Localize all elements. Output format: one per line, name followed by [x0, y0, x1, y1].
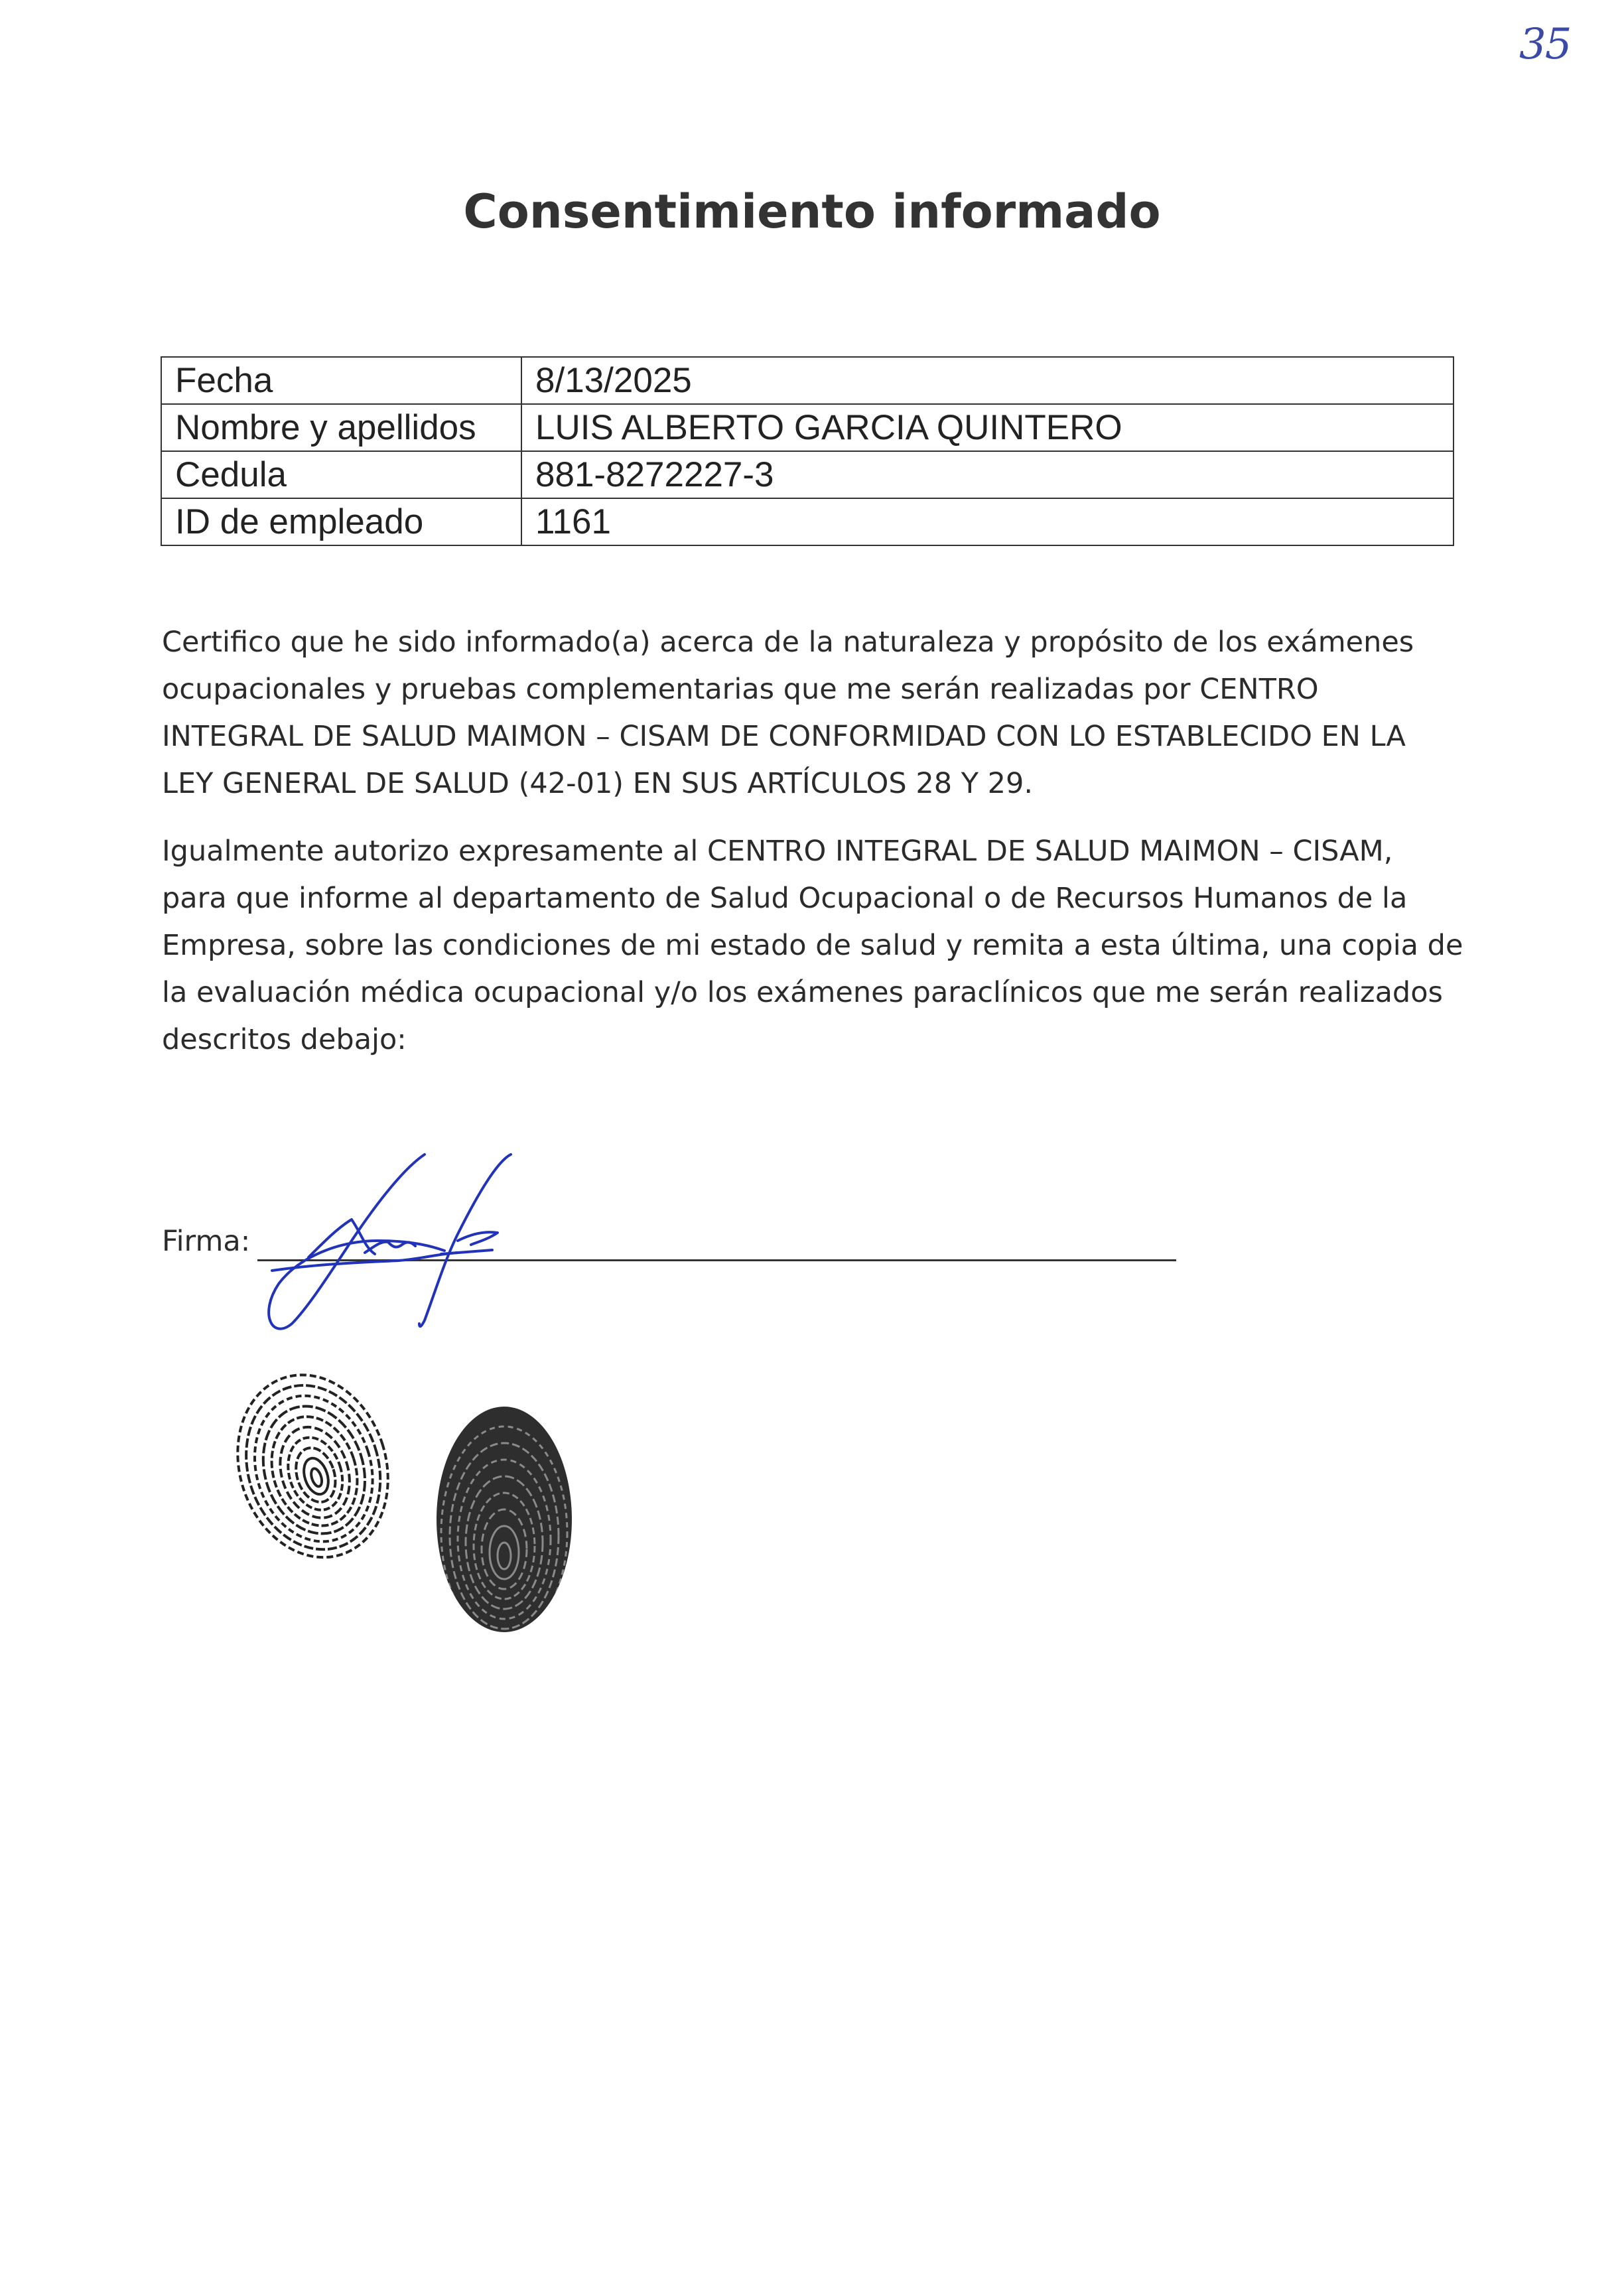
employee-info-table: [161, 356, 1454, 546]
handwritten-signature: [245, 1141, 524, 1340]
table-value: LUIS ALBERTO GARCIA QUINTERO: [521, 404, 1454, 451]
table-row-fecha: [161, 357, 1454, 404]
fingerprint-right-image: [425, 1400, 584, 1639]
table-value: 881-8272227-3: [521, 451, 1454, 498]
paragraph-line: INTEGRAL DE SALUD MAIMON – CISAM DE CONFORMIDAD CON LO ESTABLECIDO EN LA: [162, 720, 1406, 753]
table-label: Fecha: [161, 357, 521, 404]
paragraph-line: la evaluación médica ocupacional y/o los exámenes paraclínicos que me serán realizados: [162, 976, 1443, 1009]
certification-paragraph: [162, 619, 1462, 807]
table-label: ID de empleado: [161, 498, 521, 545]
paragraph-line: Igualmente autorizo expresamente al CENTRO INTEGRAL DE SALUD MAIMON – CISAM,: [162, 835, 1393, 868]
paragraph-line: LEY GENERAL DE SALUD (42-01) EN SUS ARTÍCULOS 28 Y 29.: [162, 767, 1034, 800]
fingerprint-left-image: [226, 1360, 398, 1566]
authorization-paragraph: [162, 828, 1462, 1064]
document-title: Consentimiento informado: [463, 184, 1161, 239]
page-number-handwritten: 35: [1519, 20, 1571, 69]
paragraph-line: Certifico que he sido informado(a) acerca de la naturaleza y propósito de los exámenes: [162, 626, 1414, 659]
paragraph-line: Empresa, sobre las condiciones de mi estado de salud y remita a esta última, una copia de: [162, 929, 1463, 962]
table-value: 1161: [521, 498, 1454, 545]
paragraph-line: para que informe al departamento de Salud Ocupacional o de Recursos Humanos de la: [162, 882, 1408, 915]
table-row-nombre: [161, 404, 1454, 451]
signature-label: Firma:: [162, 1225, 251, 1258]
paragraph-line: descritos debajo:: [162, 1023, 407, 1056]
table-row-id-empleado: [161, 498, 1454, 545]
table-label: Nombre y apellidos: [161, 404, 521, 451]
table-value: 8/13/2025: [521, 357, 1454, 404]
table-label: Cedula: [161, 451, 521, 498]
table-row-cedula: [161, 451, 1454, 498]
paragraph-line: ocupacionales y pruebas complementarias que me serán realizadas por CENTRO: [162, 673, 1319, 706]
